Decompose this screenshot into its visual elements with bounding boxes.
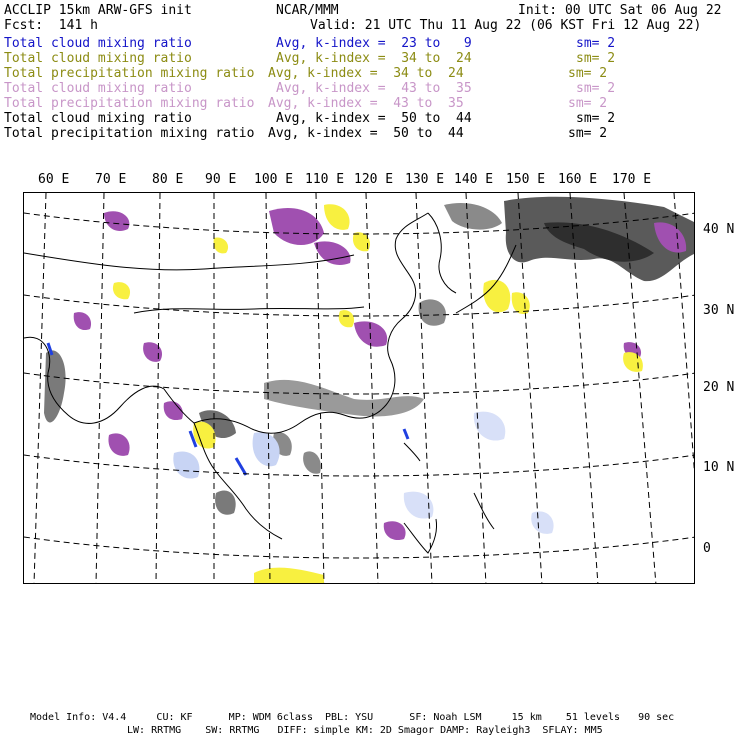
field-sm: sm= 2 — [568, 96, 608, 111]
field-avg: Avg, k-index = 50 to 44 — [268, 126, 464, 141]
field-name: Total cloud mixing ratio — [4, 51, 192, 66]
init-time: Init: 00 UTC Sat 06 Aug 22 — [518, 3, 722, 18]
lon-label: 160 E — [558, 172, 598, 187]
field-avg: Avg, k-index = 34 to 24 — [276, 51, 472, 66]
lon-label: 150 E — [506, 172, 546, 187]
field-name: Total precipitation mixing ratio — [4, 66, 255, 81]
field-sm: sm= 2 — [568, 66, 608, 81]
lat-label: 10 N — [703, 460, 735, 475]
field-name: Total cloud mixing ratio — [4, 111, 192, 126]
field-avg: Avg, k-index = 43 to 35 — [268, 96, 464, 111]
lon-label: 110 E — [305, 172, 345, 187]
title-left: ACCLIP 15km ARW-GFS init — [4, 3, 192, 18]
field-avg: Avg, k-index = 34 to 24 — [268, 66, 464, 81]
model-info-line2: LW: RRTMG SW: RRTMG DIFF: simple KM: 2D Smagor DAMP: Rayleigh3 SFLAY: MM5 — [127, 725, 603, 736]
lon-label: 170 E — [612, 172, 652, 187]
lat-label: 30 N — [703, 303, 735, 318]
field-sm: sm= 2 — [576, 51, 616, 66]
field-name: Total cloud mixing ratio — [4, 81, 192, 96]
lon-label: 60 E — [38, 172, 70, 187]
lat-label: 40 N — [703, 222, 735, 237]
lat-label: 0 — [703, 541, 711, 556]
forecast-hour: Fcst: 141 h — [4, 18, 98, 33]
field-name: Total precipitation mixing ratio — [4, 126, 255, 141]
lon-label: 140 E — [454, 172, 494, 187]
field-sm: sm= 2 — [576, 36, 616, 51]
lon-label: 80 E — [152, 172, 184, 187]
field-sm: sm= 2 — [568, 126, 608, 141]
field-avg: Avg, k-index = 50 to 44 — [276, 111, 472, 126]
field-sm: sm= 2 — [576, 111, 616, 126]
map-panel — [23, 192, 695, 584]
field-avg: Avg, k-index = 23 to 9 — [276, 36, 472, 51]
lon-label: 70 E — [95, 172, 127, 187]
model-info-line1: Model Info: V4.4 CU: KF MP: WDM 6class PBL: YSU SF: Noah LSM 15 km 51 levels 90 sec — [30, 712, 675, 723]
map-canvas — [24, 193, 695, 584]
field-avg: Avg, k-index = 43 to 35 — [276, 81, 472, 96]
title-center: NCAR/MMM — [276, 3, 339, 18]
lon-label: 90 E — [205, 172, 237, 187]
lon-label: 100 E — [254, 172, 294, 187]
field-name: Total cloud mixing ratio — [4, 36, 192, 51]
lon-label: 120 E — [354, 172, 394, 187]
field-name: Total precipitation mixing ratio — [4, 96, 255, 111]
field-sm: sm= 2 — [576, 81, 616, 96]
valid-time: Valid: 21 UTC Thu 11 Aug 22 (06 KST Fri 12 Aug 22) — [310, 18, 702, 33]
lat-label: 20 N — [703, 380, 735, 395]
lon-label: 130 E — [405, 172, 445, 187]
